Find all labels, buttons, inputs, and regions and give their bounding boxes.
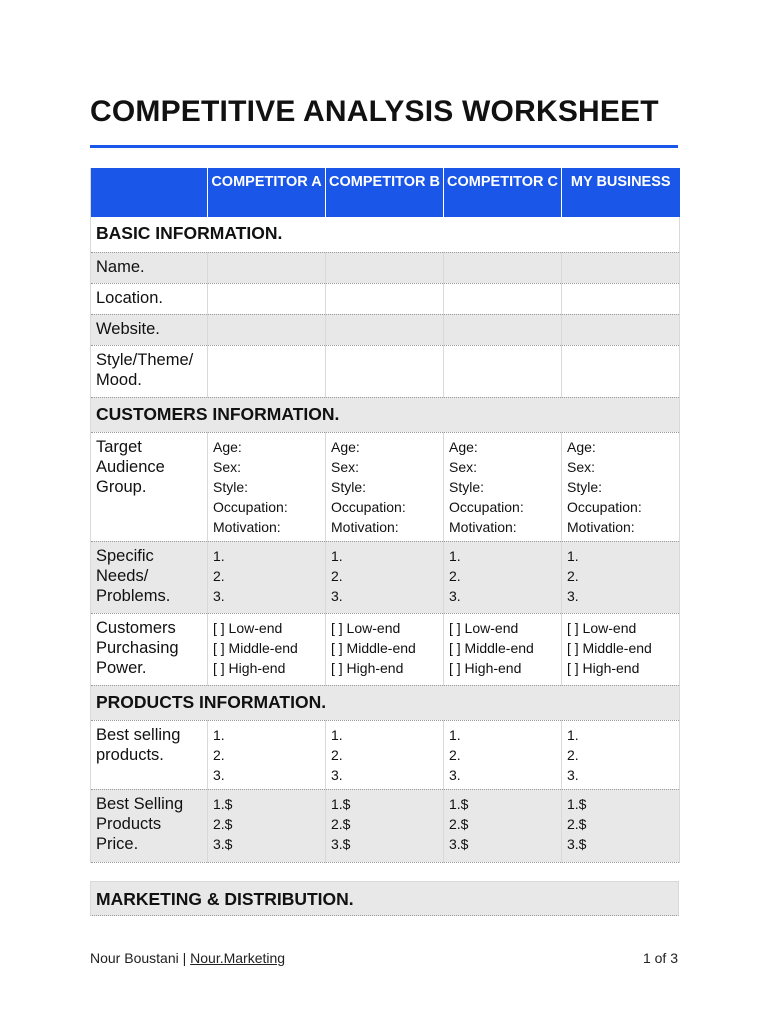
- section-customers-information: [91, 397, 680, 432]
- row-label-best-price: Best Selling Products Price.: [91, 789, 208, 862]
- cell-input[interactable]: [444, 314, 562, 345]
- cell-input[interactable]: [326, 345, 444, 397]
- cell-input[interactable]: [208, 314, 326, 345]
- cell-input[interactable]: [326, 283, 444, 314]
- section-marketing-distribution: MARKETING & DISTRIBUTION.: [90, 881, 679, 916]
- cell-numbered-list[interactable]: 1. 2. 3.: [208, 720, 326, 789]
- table-row: [91, 345, 680, 397]
- cell-input[interactable]: [208, 345, 326, 397]
- header-empty: [91, 168, 208, 217]
- table-header-row: [91, 168, 680, 217]
- page-title: COMPETITIVE ANALYSIS WORKSHEET: [90, 95, 659, 128]
- page-footer: [90, 950, 678, 966]
- table-row: [91, 432, 680, 541]
- section-products-information: [91, 685, 680, 720]
- cell-input[interactable]: [562, 252, 680, 283]
- title-divider: [90, 145, 678, 148]
- cell-input[interactable]: [562, 345, 680, 397]
- section-basic-information: [91, 217, 680, 252]
- table-row: [91, 252, 680, 283]
- cell-target-fields[interactable]: Age: Sex: Style: Occupation: Motivation:: [208, 432, 326, 541]
- cell-price-list[interactable]: 1.$ 2.$ 3.$: [326, 789, 444, 862]
- cell-checkbox-options[interactable]: [ ] Low-end [ ] Middle-end [ ] High-end: [208, 613, 326, 685]
- cell-input[interactable]: [326, 252, 444, 283]
- header-my-business: MY BUSINESS: [562, 168, 680, 217]
- table-row: [91, 720, 680, 789]
- cell-numbered-list[interactable]: 1. 2. 3.: [562, 541, 680, 613]
- header-competitor-a: COMPETITOR A: [208, 168, 326, 217]
- footer-author: [90, 950, 285, 966]
- row-label-name: Name.: [91, 252, 208, 283]
- footer-page-number: 1 of 3: [642, 950, 678, 966]
- cell-numbered-list[interactable]: 1. 2. 3.: [208, 541, 326, 613]
- table-row: [91, 314, 680, 345]
- header-competitor-b: COMPETITOR B: [326, 168, 444, 217]
- footer-author-name: Nour Boustani |: [90, 950, 187, 966]
- cell-input[interactable]: [562, 314, 680, 345]
- cell-numbered-list[interactable]: 1. 2. 3.: [326, 720, 444, 789]
- cell-checkbox-options[interactable]: [ ] Low-end [ ] Middle-end [ ] High-end: [562, 613, 680, 685]
- cell-input[interactable]: [562, 283, 680, 314]
- row-label-style: Style/Theme/ Mood.: [91, 345, 208, 397]
- footer-website-link[interactable]: Nour.Marketing: [190, 950, 286, 966]
- cell-checkbox-options[interactable]: [ ] Low-end [ ] Middle-end [ ] High-end: [326, 613, 444, 685]
- cell-price-list[interactable]: 1.$ 2.$ 3.$: [444, 789, 562, 862]
- cell-target-fields[interactable]: Age: Sex: Style: Occupation: Motivation:: [562, 432, 680, 541]
- cell-input[interactable]: [444, 283, 562, 314]
- cell-checkbox-options[interactable]: [ ] Low-end [ ] Middle-end [ ] High-end: [444, 613, 562, 685]
- row-label-best-products: Best selling products.: [91, 720, 208, 789]
- cell-price-list[interactable]: 1.$ 2.$ 3.$: [208, 789, 326, 862]
- cell-numbered-list[interactable]: 1. 2. 3.: [444, 541, 562, 613]
- section-title: CUSTOMERS INFORMATION.: [91, 397, 680, 432]
- cell-numbered-list[interactable]: 1. 2. 3.: [326, 541, 444, 613]
- section-title: BASIC INFORMATION.: [91, 217, 680, 252]
- cell-numbered-list[interactable]: 1. 2. 3.: [444, 720, 562, 789]
- cell-input[interactable]: [326, 314, 444, 345]
- table-row: [91, 541, 680, 613]
- cell-price-list[interactable]: 1.$ 2.$ 3.$: [562, 789, 680, 862]
- table-row: [91, 283, 680, 314]
- section-title: PRODUCTS INFORMATION.: [91, 685, 680, 720]
- row-label-power: Customers Purchasing Power.: [91, 613, 208, 685]
- table-row: [91, 613, 680, 685]
- cell-input[interactable]: [444, 345, 562, 397]
- cell-target-fields[interactable]: Age: Sex: Style: Occupation: Motivation:: [326, 432, 444, 541]
- row-label-target: Target Audience Group.: [91, 432, 208, 541]
- cell-input[interactable]: [208, 283, 326, 314]
- table-row: [91, 789, 680, 862]
- header-competitor-c: COMPETITOR C: [444, 168, 562, 217]
- cell-numbered-list[interactable]: 1. 2. 3.: [562, 720, 680, 789]
- cell-input[interactable]: [444, 252, 562, 283]
- worksheet-table: [90, 168, 680, 863]
- cell-input[interactable]: [208, 252, 326, 283]
- row-label-location: Location.: [91, 283, 208, 314]
- row-label-needs: Specific Needs/ Problems.: [91, 541, 208, 613]
- row-label-website: Website.: [91, 314, 208, 345]
- cell-target-fields[interactable]: Age: Sex: Style: Occupation: Motivation:: [444, 432, 562, 541]
